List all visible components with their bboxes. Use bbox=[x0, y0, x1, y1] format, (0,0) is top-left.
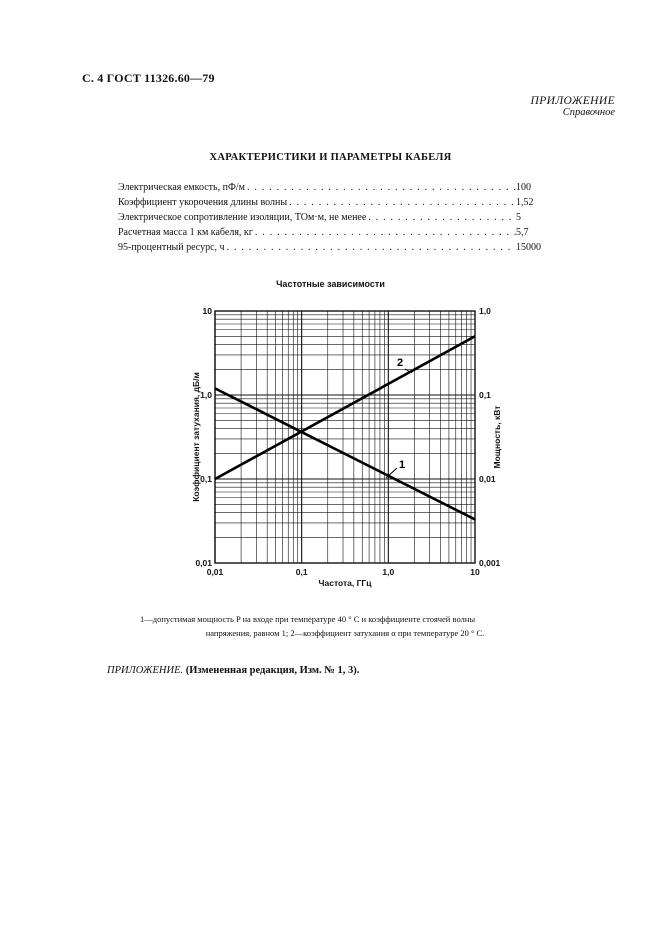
parameter-label: Коэффициент укорочения длины волны bbox=[118, 197, 288, 208]
y-right-tick-label: 0,001 bbox=[479, 558, 501, 568]
parameter-value: 1,52 bbox=[516, 197, 534, 208]
caption-line-1: 1—допустимая мощность P на входе при температуре 40 ° С и коэффициенте стоячей волны bbox=[140, 614, 476, 624]
chart-title: Частотные зависимости bbox=[276, 279, 385, 289]
x-tick-label: 1,0 bbox=[382, 567, 395, 577]
parameter-label: Расчетная масса 1 км кабеля, кг bbox=[118, 227, 253, 238]
plot-frame bbox=[215, 311, 475, 563]
parameter-value: 100 bbox=[516, 182, 531, 193]
y-left-tick-label: 1,0 bbox=[200, 390, 212, 400]
parameter-value: 15000 bbox=[516, 242, 541, 253]
parameter-label: Электрическая емкость, пФ/м bbox=[118, 182, 245, 193]
note-text: (Измененная редакция, Изм. № 1, 3). bbox=[185, 665, 360, 676]
y-left-tick-label: 0,1 bbox=[200, 474, 212, 484]
appendix-label: ПРИЛОЖЕНИЕ bbox=[530, 95, 615, 107]
section-title: ХАРАКТЕРИСТИКИ И ПАРАМЕТРЫ КАБЕЛЯ bbox=[209, 152, 452, 163]
page-header: С. 4 ГОСТ 11326.60—79 bbox=[82, 71, 215, 85]
figure-caption bbox=[140, 612, 550, 640]
y-left-tick-label: 0,01 bbox=[195, 558, 212, 568]
appendix-sublabel: Справочное bbox=[562, 107, 615, 118]
appendix-note bbox=[107, 665, 359, 676]
series-label-2: 2 bbox=[396, 357, 404, 369]
y-left-axis-label: Коэффициент затухания, дБ/м bbox=[191, 372, 201, 502]
x-tick-label: 10 bbox=[470, 567, 480, 577]
x-tick-label: 0,1 bbox=[295, 567, 308, 577]
x-tick-label: 0,01 bbox=[206, 567, 224, 577]
y-right-tick-label: 0,01 bbox=[479, 474, 496, 484]
y-right-tick-label: 0,1 bbox=[479, 390, 491, 400]
parameter-label: 95-процентный ресурс, ч bbox=[118, 242, 225, 253]
parameter-label: Электрическое сопротивление изоляции, ТОм·м, не менее bbox=[118, 212, 367, 223]
y-left-tick-label: 10 bbox=[202, 306, 212, 316]
series-label-1: 1 bbox=[398, 459, 406, 471]
y-right-tick-label: 1,0 bbox=[479, 306, 491, 316]
parameter-value: 5 bbox=[516, 212, 521, 223]
caption-line-2: напряжения, равном 1; 2—коэффициент затухания α при температуре 20 ° С. bbox=[205, 628, 485, 638]
parameter-value: 5,7 bbox=[516, 227, 529, 238]
y-right-axis-label: Мощность, кВт bbox=[492, 405, 502, 469]
note-label: ПРИЛОЖЕНИЕ. bbox=[107, 665, 184, 676]
x-axis-label: Частота, ГГц bbox=[318, 578, 372, 588]
